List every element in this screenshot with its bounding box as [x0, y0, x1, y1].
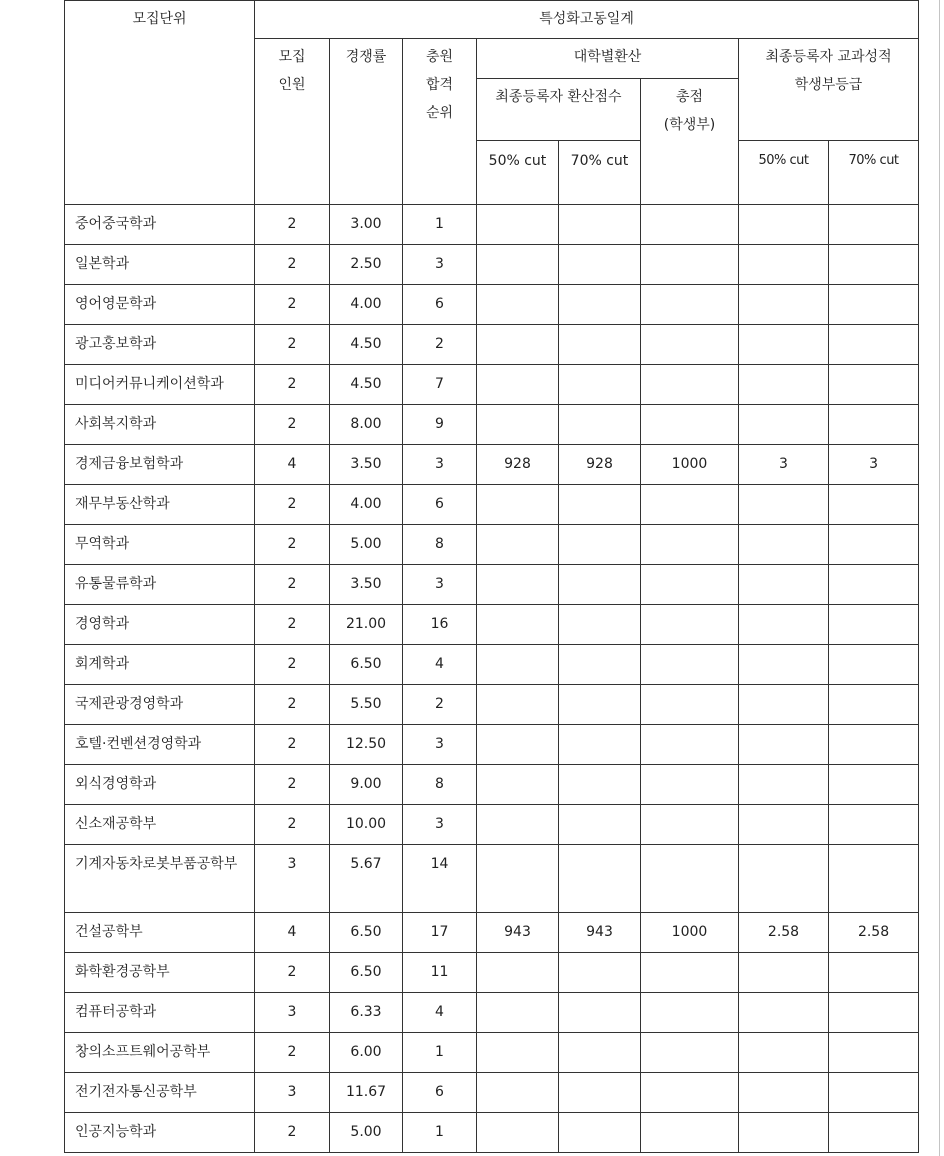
cell-total [641, 765, 739, 805]
cell-grade-cut70 [829, 245, 919, 285]
cell-total [641, 1113, 739, 1153]
table-row [65, 485, 919, 525]
cell-conv-cut70 [559, 1073, 641, 1113]
cell-total [641, 805, 739, 845]
cell-grade-cut70 [829, 1033, 919, 1073]
cell-competition: 11.67 [330, 1073, 403, 1113]
cell-conv-cut50 [477, 805, 559, 845]
cell-grade-cut50 [739, 605, 829, 645]
cell-conv-cut50 [477, 365, 559, 405]
table-row [65, 645, 919, 685]
cell-competition: 3.00 [330, 205, 403, 245]
cell-waitlist-rank: 2 [403, 325, 477, 365]
cell-waitlist-rank: 3 [403, 245, 477, 285]
table-row [65, 845, 919, 913]
cell-waitlist-rank: 6 [403, 485, 477, 525]
table-row [65, 685, 919, 725]
header-recruit [255, 39, 330, 205]
table-row [65, 525, 919, 565]
cell-grade-cut50 [739, 565, 829, 605]
cell-conv-cut70 [559, 205, 641, 245]
cell-competition: 21.00 [330, 605, 403, 645]
header-final-conv: 최종등록자 환산점수 [477, 79, 641, 141]
cell-conv-cut50 [477, 765, 559, 805]
cell-total [641, 325, 739, 365]
table-row [65, 765, 919, 805]
cell-conv-cut50 [477, 205, 559, 245]
cell-waitlist-rank: 1 [403, 1033, 477, 1073]
table-row [65, 953, 919, 993]
cell-name: 국제관광경영학과 [65, 685, 255, 725]
cell-competition: 5.00 [330, 1113, 403, 1153]
cell-conv-cut70 [559, 805, 641, 845]
header-unit: 모집단위 [65, 1, 255, 205]
cell-recruit: 2 [255, 685, 330, 725]
cell-grade-cut50 [739, 205, 829, 245]
cell-recruit: 2 [255, 405, 330, 445]
cell-total [641, 993, 739, 1033]
cell-conv-cut50 [477, 645, 559, 685]
cell-grade-cut50 [739, 645, 829, 685]
cell-grade-cut70 [829, 365, 919, 405]
cell-grade-cut70 [829, 845, 919, 913]
cell-conv-cut70 [559, 285, 641, 325]
cell-competition: 6.33 [330, 993, 403, 1033]
cell-conv-cut70 [559, 1033, 641, 1073]
cell-total [641, 725, 739, 765]
cell-conv-cut70 [559, 245, 641, 285]
cell-competition: 6.50 [330, 913, 403, 953]
cell-total [641, 365, 739, 405]
cell-total [641, 525, 739, 565]
cell-grade-cut50 [739, 993, 829, 1033]
cell-total [641, 1033, 739, 1073]
cell-name: 재무부동산학과 [65, 485, 255, 525]
cell-recruit: 2 [255, 485, 330, 525]
cell-competition: 4.00 [330, 285, 403, 325]
cell-conv-cut70: 928 [559, 445, 641, 485]
header-univ-conv: 대학별환산 [477, 39, 739, 79]
table-row [65, 405, 919, 445]
cell-waitlist-rank: 11 [403, 953, 477, 993]
cell-conv-cut50 [477, 1033, 559, 1073]
cell-waitlist-rank: 1 [403, 1113, 477, 1153]
cell-grade-cut70: 3 [829, 445, 919, 485]
table-row [65, 1033, 919, 1073]
cell-name: 무역학과 [65, 525, 255, 565]
admission-results-table [64, 0, 919, 1153]
cell-waitlist-rank: 14 [403, 845, 477, 913]
cell-grade-cut70 [829, 1073, 919, 1113]
cell-competition: 12.50 [330, 725, 403, 765]
cell-competition: 5.00 [330, 525, 403, 565]
cell-competition: 4.50 [330, 365, 403, 405]
cell-conv-cut70 [559, 685, 641, 725]
cell-waitlist-rank: 3 [403, 725, 477, 765]
cell-name: 영어영문학과 [65, 285, 255, 325]
cell-total [641, 1073, 739, 1113]
cell-grade-cut70 [829, 725, 919, 765]
cell-conv-cut70 [559, 365, 641, 405]
cell-waitlist-rank: 17 [403, 913, 477, 953]
cell-conv-cut50 [477, 325, 559, 365]
cell-conv-cut70 [559, 765, 641, 805]
cell-recruit: 2 [255, 605, 330, 645]
header-final-grade [739, 39, 919, 141]
cell-waitlist-rank: 4 [403, 645, 477, 685]
table-row [65, 365, 919, 405]
cell-waitlist-rank: 3 [403, 805, 477, 845]
cell-conv-cut50 [477, 285, 559, 325]
table-row [65, 325, 919, 365]
cell-competition: 3.50 [330, 445, 403, 485]
cell-grade-cut50 [739, 1113, 829, 1153]
cell-conv-cut70 [559, 993, 641, 1033]
cell-grade-cut50 [739, 1033, 829, 1073]
cell-total [641, 285, 739, 325]
cell-recruit: 4 [255, 913, 330, 953]
cell-recruit: 3 [255, 1073, 330, 1113]
table-row [65, 565, 919, 605]
cell-recruit: 2 [255, 953, 330, 993]
cell-waitlist-rank: 8 [403, 525, 477, 565]
cell-name: 신소재공학부 [65, 805, 255, 845]
cell-conv-cut70 [559, 645, 641, 685]
table-body [65, 205, 919, 1153]
cell-waitlist-rank: 4 [403, 993, 477, 1033]
table-row [65, 605, 919, 645]
cell-name: 컴퓨터공학과 [65, 993, 255, 1033]
header-group: 특성화고동일계 [255, 1, 919, 39]
cell-waitlist-rank: 9 [403, 405, 477, 445]
cell-name: 중어중국학과 [65, 205, 255, 245]
cell-grade-cut70 [829, 765, 919, 805]
cell-conv-cut50 [477, 485, 559, 525]
cell-grade-cut50 [739, 485, 829, 525]
cell-grade-cut70 [829, 325, 919, 365]
cell-name: 사회복지학과 [65, 405, 255, 445]
table-row [65, 1073, 919, 1113]
cell-recruit: 2 [255, 805, 330, 845]
cell-grade-cut70 [829, 565, 919, 605]
table-row [65, 285, 919, 325]
cell-conv-cut50 [477, 1073, 559, 1113]
cell-recruit: 3 [255, 993, 330, 1033]
cell-conv-cut50 [477, 953, 559, 993]
cell-recruit: 2 [255, 565, 330, 605]
cell-recruit: 2 [255, 1033, 330, 1073]
cell-name: 외식경영학과 [65, 765, 255, 805]
cell-conv-cut70 [559, 845, 641, 913]
cell-grade-cut70 [829, 525, 919, 565]
cell-total [641, 645, 739, 685]
cell-conv-cut50 [477, 245, 559, 285]
cell-total [641, 245, 739, 285]
cell-conv-cut70 [559, 953, 641, 993]
cell-conv-cut50 [477, 525, 559, 565]
cell-grade-cut70 [829, 285, 919, 325]
table-row [65, 445, 919, 485]
cell-recruit: 2 [255, 725, 330, 765]
header-grade-cut70: 70% cut [829, 141, 919, 205]
cell-competition: 4.50 [330, 325, 403, 365]
header-waitlist-label: 충원 합격 순위 [425, 49, 454, 121]
header-competition: 경쟁률 [330, 39, 403, 205]
cell-name: 건설공학부 [65, 913, 255, 953]
cell-waitlist-rank: 3 [403, 565, 477, 605]
cell-competition: 2.50 [330, 245, 403, 285]
cell-grade-cut50 [739, 685, 829, 725]
page-edge-line [939, 0, 940, 1156]
cell-competition: 3.50 [330, 565, 403, 605]
cell-grade-cut70 [829, 805, 919, 845]
cell-name: 광고홍보학과 [65, 325, 255, 365]
cell-conv-cut70 [559, 405, 641, 445]
cell-grade-cut50 [739, 525, 829, 565]
cell-waitlist-rank: 7 [403, 365, 477, 405]
cell-grade-cut50 [739, 365, 829, 405]
cell-grade-cut70 [829, 645, 919, 685]
cell-conv-cut70 [559, 1113, 641, 1153]
cell-competition: 4.00 [330, 485, 403, 525]
cell-total [641, 205, 739, 245]
cell-grade-cut50: 3 [739, 445, 829, 485]
cell-grade-cut50 [739, 953, 829, 993]
cell-name: 기계자동차로봇부품공학부 [65, 845, 255, 913]
cell-competition: 5.50 [330, 685, 403, 725]
cell-conv-cut70: 943 [559, 913, 641, 953]
cell-total [641, 405, 739, 445]
cell-waitlist-rank: 16 [403, 605, 477, 645]
cell-grade-cut50 [739, 845, 829, 913]
cell-recruit: 2 [255, 765, 330, 805]
cell-recruit: 2 [255, 365, 330, 405]
cell-recruit: 3 [255, 845, 330, 913]
cell-conv-cut70 [559, 725, 641, 765]
cell-total [641, 485, 739, 525]
cell-conv-cut50 [477, 405, 559, 445]
cell-grade-cut70 [829, 1113, 919, 1153]
cell-conv-cut50 [477, 993, 559, 1033]
table-row [65, 993, 919, 1033]
cell-name: 미디어커뮤니케이션학과 [65, 365, 255, 405]
cell-conv-cut70 [559, 485, 641, 525]
cell-total: 1000 [641, 913, 739, 953]
cell-grade-cut70 [829, 205, 919, 245]
header-final-grade-label: 최종등록자 교과성적 학생부등급 [765, 49, 892, 93]
cell-conv-cut50: 943 [477, 913, 559, 953]
cell-conv-cut50 [477, 1113, 559, 1153]
cell-conv-cut70 [559, 325, 641, 365]
cell-name: 일본학과 [65, 245, 255, 285]
cell-waitlist-rank: 6 [403, 1073, 477, 1113]
header-total [641, 79, 739, 205]
cell-grade-cut50 [739, 285, 829, 325]
header-cut70: 70% cut [559, 141, 641, 205]
table-row [65, 245, 919, 285]
cell-total [641, 845, 739, 913]
cell-waitlist-rank: 6 [403, 285, 477, 325]
header-recruit-label: 모집 인원 [278, 49, 306, 93]
cell-recruit: 2 [255, 245, 330, 285]
header-waitlist [403, 39, 477, 205]
cell-recruit: 4 [255, 445, 330, 485]
cell-competition: 8.00 [330, 405, 403, 445]
cell-grade-cut70 [829, 405, 919, 445]
cell-name: 경제금융보험학과 [65, 445, 255, 485]
cell-grade-cut50 [739, 405, 829, 445]
cell-competition: 5.67 [330, 845, 403, 913]
cell-conv-cut50 [477, 605, 559, 645]
cell-grade-cut50 [739, 765, 829, 805]
cell-name: 화학환경공학부 [65, 953, 255, 993]
cell-grade-cut70: 2.58 [829, 913, 919, 953]
cell-competition: 6.50 [330, 645, 403, 685]
cell-name: 호텔·컨벤션경영학과 [65, 725, 255, 765]
cell-competition: 6.50 [330, 953, 403, 993]
cell-total [641, 605, 739, 645]
cell-name: 창의소프트웨어공학부 [65, 1033, 255, 1073]
cell-recruit: 2 [255, 525, 330, 565]
cell-conv-cut70 [559, 565, 641, 605]
cell-name: 회계학과 [65, 645, 255, 685]
cell-competition: 6.00 [330, 1033, 403, 1073]
cell-conv-cut50 [477, 845, 559, 913]
cell-conv-cut50 [477, 725, 559, 765]
cell-waitlist-rank: 2 [403, 685, 477, 725]
cell-recruit: 2 [255, 325, 330, 365]
header-cut50: 50% cut [477, 141, 559, 205]
cell-name: 전기전자통신공학부 [65, 1073, 255, 1113]
cell-competition: 10.00 [330, 805, 403, 845]
cell-conv-cut70 [559, 525, 641, 565]
cell-total [641, 685, 739, 725]
cell-grade-cut70 [829, 953, 919, 993]
cell-recruit: 2 [255, 1113, 330, 1153]
cell-recruit: 2 [255, 205, 330, 245]
table-row [65, 205, 919, 245]
cell-competition: 9.00 [330, 765, 403, 805]
header-grade-cut50: 50% cut [739, 141, 829, 205]
cell-conv-cut70 [559, 605, 641, 645]
header-total-label: 총점 (학생부) [663, 89, 716, 133]
table-row [65, 725, 919, 765]
cell-grade-cut70 [829, 605, 919, 645]
table-row [65, 913, 919, 953]
cell-grade-cut50 [739, 725, 829, 765]
cell-name: 유통물류학과 [65, 565, 255, 605]
cell-grade-cut50: 2.58 [739, 913, 829, 953]
cell-conv-cut50 [477, 685, 559, 725]
cell-name: 경영학과 [65, 605, 255, 645]
cell-recruit: 2 [255, 645, 330, 685]
cell-conv-cut50 [477, 565, 559, 605]
cell-grade-cut70 [829, 993, 919, 1033]
table-row [65, 805, 919, 845]
cell-waitlist-rank: 3 [403, 445, 477, 485]
cell-total [641, 565, 739, 605]
cell-waitlist-rank: 8 [403, 765, 477, 805]
cell-name: 인공지능학과 [65, 1113, 255, 1153]
cell-waitlist-rank: 1 [403, 205, 477, 245]
cell-grade-cut50 [739, 1073, 829, 1113]
cell-total: 1000 [641, 445, 739, 485]
table-row [65, 1113, 919, 1153]
cell-conv-cut50: 928 [477, 445, 559, 485]
cell-grade-cut70 [829, 485, 919, 525]
cell-grade-cut50 [739, 325, 829, 365]
cell-grade-cut50 [739, 805, 829, 845]
cell-grade-cut70 [829, 685, 919, 725]
cell-recruit: 2 [255, 285, 330, 325]
cell-grade-cut50 [739, 245, 829, 285]
cell-total [641, 953, 739, 993]
